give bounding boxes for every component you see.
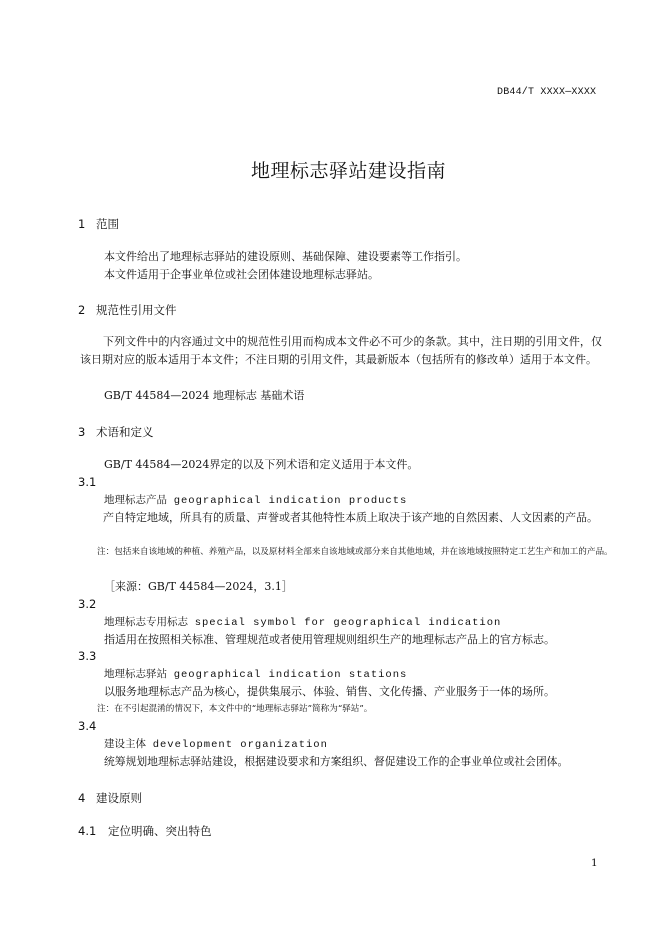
subsection-title: 定位明确、突出特色 xyxy=(108,824,212,838)
term-chinese: 地理标志驿站 xyxy=(104,668,167,680)
normative-references-paragraph: 下列文件中的内容通过文中的规范性引用而构成本文件必不可少的条款。其中，注日期的引用文件，仅该日期对应的版本适用于本文件；不注日期的引用文件，其最新版本（包括所有的修改单）适用于本文件。 xyxy=(80,335,602,366)
section-number: 3 xyxy=(78,425,86,439)
paragraph: 本文件适用于企事业单位或社会团体建设地理标志驿站。 xyxy=(104,268,379,281)
term-heading xyxy=(104,666,407,681)
reference-item: GB/T 44584—2024 地理标志 基础术语 xyxy=(104,389,305,402)
term-english: development organization xyxy=(152,739,328,751)
term-note: 注：在不引起混淆的情况下，本文件中的“地理标志驿站”简称为“驿站”。 xyxy=(97,704,373,714)
term-source: ［来源：GB/T 44584—2024，3.1］ xyxy=(104,580,293,593)
document-id: DB44/T XXXX—XXXX xyxy=(497,87,597,98)
subsection-number: 4.1 xyxy=(78,824,97,838)
section-number: 4 xyxy=(78,791,86,805)
term-definition: 以服务地理标志产品为核心，提供集展示、体验、销售、文化传播、产业服务于一体的场所。 xyxy=(104,685,555,698)
term-heading xyxy=(104,614,501,629)
term-definition: 统筹规划地理标志驿站建设，根据建设要求和方案组织、督促建设工作的企事业单位或社会团体。 xyxy=(104,755,569,768)
term-number: 3.4 xyxy=(78,719,97,733)
section-2-heading xyxy=(78,302,177,318)
terms-intro: GB/T 44584—2024界定的以及下列术语和定义适用于本文件。 xyxy=(104,458,419,471)
term-definition: 产自特定地域，所具有的质量、声誉或者其他特性本质上取决于该产地的自然因素、人文因素的产品。 xyxy=(103,511,598,524)
term-heading xyxy=(104,736,328,751)
section-title: 规范性引用文件 xyxy=(96,303,177,317)
term-number: 3.2 xyxy=(78,597,97,611)
term-definition: 指适用在按照相关标准、管理规范或者使用管理规则组织生产的地理标志产品上的官方标志。 xyxy=(104,633,555,646)
term-english: geographical indication products xyxy=(173,495,408,507)
term-english: special symbol for geographical indication xyxy=(194,617,502,629)
section-number: 1 xyxy=(78,217,86,231)
section-title: 建设原则 xyxy=(96,791,142,805)
section-1-heading xyxy=(78,216,119,232)
term-number: 3.3 xyxy=(78,649,97,663)
term-chinese: 建设主体 xyxy=(104,738,146,750)
term-chinese: 地理标志专用标志 xyxy=(104,616,188,628)
term-heading xyxy=(104,492,407,507)
term-chinese: 地理标志产品 xyxy=(104,494,167,506)
subsection-4-1-heading xyxy=(78,823,212,839)
page-number: 1 xyxy=(591,857,598,869)
section-number: 2 xyxy=(78,303,86,317)
paragraph: 本文件给出了地理标志驿站的建设原则、基础保障、建设要素等工作指引。 xyxy=(104,250,467,263)
term-note: 注：包括来自该地域的种植、养殖产品，以及原材料全部来自该地域或部分来自其他地域，并在该地域按照特定工艺生产和加工的产品。 xyxy=(97,547,613,557)
term-number: 3.1 xyxy=(78,475,97,489)
section-4-heading xyxy=(78,790,142,806)
section-title: 术语和定义 xyxy=(96,425,154,439)
section-title: 范围 xyxy=(96,217,119,231)
term-english: geographical indication stations xyxy=(173,669,408,681)
section-3-heading xyxy=(78,424,154,440)
page-title: 地理标志驿站建设指南 xyxy=(251,160,447,182)
